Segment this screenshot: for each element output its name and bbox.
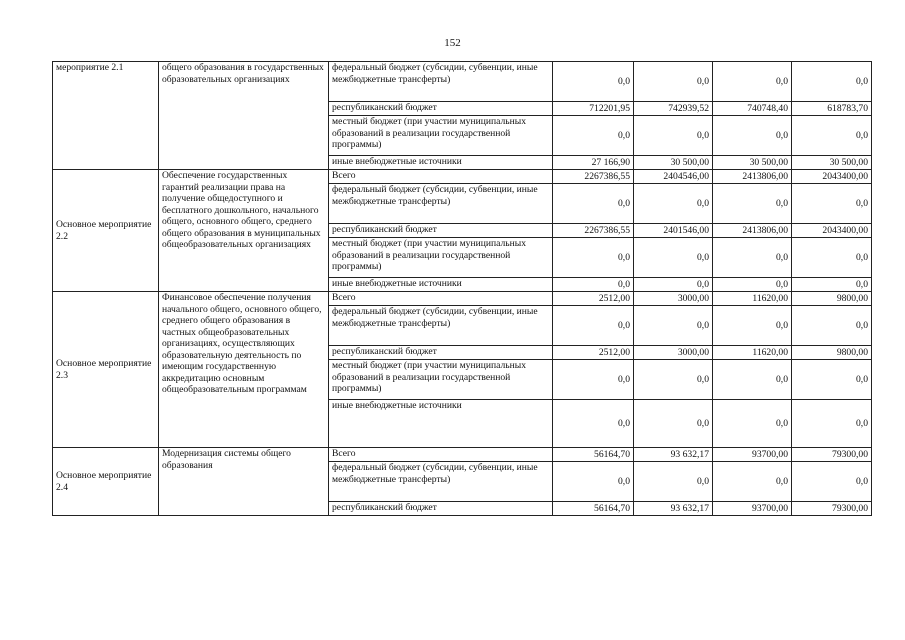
- amount-cell: 0,0: [713, 116, 792, 156]
- amount-cell: 2512,00: [553, 292, 634, 306]
- activity-code-cell: Основное мероприятие 2.2: [53, 170, 159, 292]
- amount-cell: 93700,00: [713, 502, 792, 516]
- amount-cell: 0,0: [713, 360, 792, 400]
- amount-cell: 9800,00: [792, 292, 872, 306]
- amount-cell: 2512,00: [553, 346, 634, 360]
- amount-cell: 0,0: [553, 306, 634, 346]
- amount-cell: 0,0: [634, 238, 713, 278]
- funding-source-cell: Всего: [329, 448, 553, 462]
- amount-cell: 2043400,00: [792, 170, 872, 184]
- funding-source-cell: республиканский бюджет: [329, 346, 553, 360]
- funding-source-cell: республиканский бюджет: [329, 102, 553, 116]
- amount-cell: 79300,00: [792, 448, 872, 462]
- amount-cell: 0,0: [792, 360, 872, 400]
- table-row: [53, 170, 872, 184]
- amount-cell: 0,0: [553, 462, 634, 502]
- funding-source-cell: Всего: [329, 170, 553, 184]
- amount-cell: 0,0: [792, 462, 872, 502]
- amount-cell: 79300,00: [792, 502, 872, 516]
- amount-cell: 0,0: [713, 238, 792, 278]
- amount-cell: 0,0: [634, 62, 713, 102]
- amount-cell: 0,0: [713, 278, 792, 292]
- table-row: [53, 448, 872, 462]
- amount-cell: 30 500,00: [713, 156, 792, 170]
- funding-source-cell: федеральный бюджет (субсидии, субвенции, иные межбюджетные трансферты): [329, 306, 553, 346]
- funding-source-cell: иные внебюджетные источники: [329, 278, 553, 292]
- activity-name-cell: общего образования в государственных образовательных организациях: [159, 62, 329, 170]
- amount-cell: 0,0: [634, 306, 713, 346]
- amount-cell: 9800,00: [792, 346, 872, 360]
- funding-source-cell: иные внебюджетные источники: [329, 400, 553, 448]
- amount-cell: 93700,00: [713, 448, 792, 462]
- amount-cell: 2043400,00: [792, 224, 872, 238]
- amount-cell: 0,0: [553, 116, 634, 156]
- funding-source-cell: Всего: [329, 292, 553, 306]
- amount-cell: 0,0: [553, 278, 634, 292]
- amount-cell: 27 166,90: [553, 156, 634, 170]
- funding-source-cell: федеральный бюджет (субсидии, субвенции, иные межбюджетные трансферты): [329, 462, 553, 502]
- amount-cell: 0,0: [792, 116, 872, 156]
- page-number: 152: [444, 37, 461, 49]
- amount-cell: 2404546,00: [634, 170, 713, 184]
- amount-cell: 30 500,00: [634, 156, 713, 170]
- amount-cell: 740748,40: [713, 102, 792, 116]
- amount-cell: 0,0: [553, 184, 634, 224]
- activity-code-cell: мероприятие 2.1: [53, 62, 159, 170]
- amount-cell: 0,0: [792, 278, 872, 292]
- amount-cell: 0,0: [553, 400, 634, 448]
- amount-cell: 3000,00: [634, 346, 713, 360]
- amount-cell: 56164,70: [553, 448, 634, 462]
- funding-source-cell: иные внебюджетные источники: [329, 156, 553, 170]
- amount-cell: 11620,00: [713, 346, 792, 360]
- amount-cell: 0,0: [634, 400, 713, 448]
- funding-table-body: [53, 62, 872, 516]
- amount-cell: 56164,70: [553, 502, 634, 516]
- amount-cell: 0,0: [713, 184, 792, 224]
- amount-cell: 618783,70: [792, 102, 872, 116]
- activity-name-cell: Модернизация системы общего образования: [159, 448, 329, 516]
- amount-cell: 11620,00: [713, 292, 792, 306]
- amount-cell: 0,0: [634, 462, 713, 502]
- amount-cell: 0,0: [713, 62, 792, 102]
- amount-cell: 93 632,17: [634, 502, 713, 516]
- activity-name-cell: Финансовое обеспечение получения начального общего, основного общего, среднего общего образования в частных общеобразовательных организациях, осуществляющих образовательную деятельность по имеющим государственную аккредитацию основным общеобразовательным программам: [159, 292, 329, 448]
- amount-cell: 742939,52: [634, 102, 713, 116]
- amount-cell: 0,0: [553, 360, 634, 400]
- funding-source-cell: местный бюджет (при участии муниципальных образований в реализации государственной программы): [329, 360, 553, 400]
- amount-cell: 30 500,00: [792, 156, 872, 170]
- funding-source-cell: федеральный бюджет (субсидии, субвенции, иные межбюджетные трансферты): [329, 62, 553, 102]
- amount-cell: 2401546,00: [634, 224, 713, 238]
- activity-code-cell: Основное мероприятие 2.3: [53, 292, 159, 448]
- amount-cell: 0,0: [634, 116, 713, 156]
- activity-code-cell: Основное мероприятие 2.4: [53, 448, 159, 516]
- amount-cell: 3000,00: [634, 292, 713, 306]
- amount-cell: 0,0: [792, 306, 872, 346]
- amount-cell: 0,0: [634, 360, 713, 400]
- amount-cell: 0,0: [713, 306, 792, 346]
- amount-cell: 0,0: [792, 62, 872, 102]
- amount-cell: 0,0: [713, 462, 792, 502]
- amount-cell: 2267386,55: [553, 224, 634, 238]
- amount-cell: 0,0: [634, 278, 713, 292]
- funding-source-cell: республиканский бюджет: [329, 224, 553, 238]
- funding-source-cell: федеральный бюджет (субсидии, субвенции, иные межбюджетные трансферты): [329, 184, 553, 224]
- funding-source-cell: местный бюджет (при участии муниципальных образований в реализации государственной программы): [329, 238, 553, 278]
- amount-cell: 2413806,00: [713, 224, 792, 238]
- amount-cell: 712201,95: [553, 102, 634, 116]
- amount-cell: 0,0: [553, 238, 634, 278]
- amount-cell: 2267386,55: [553, 170, 634, 184]
- amount-cell: 2413806,00: [713, 170, 792, 184]
- amount-cell: 0,0: [634, 184, 713, 224]
- funding-source-cell: республиканский бюджет: [329, 502, 553, 516]
- activity-name-cell: Обеспечение государственных гарантий реализации права на получение общедоступного и бесплатного дошкольного, начального общего, основного общего, среднего общего образования в муниципальных общеобразовательных организациях: [159, 170, 329, 292]
- amount-cell: 0,0: [792, 400, 872, 448]
- amount-cell: 0,0: [553, 62, 634, 102]
- amount-cell: 0,0: [713, 400, 792, 448]
- funding-table: [52, 61, 872, 516]
- amount-cell: 0,0: [792, 238, 872, 278]
- funding-source-cell: местный бюджет (при участии муниципальных образований в реализации государственной программы): [329, 116, 553, 156]
- amount-cell: 93 632,17: [634, 448, 713, 462]
- amount-cell: 0,0: [792, 184, 872, 224]
- table-row: [53, 62, 872, 102]
- table-row: [53, 292, 872, 306]
